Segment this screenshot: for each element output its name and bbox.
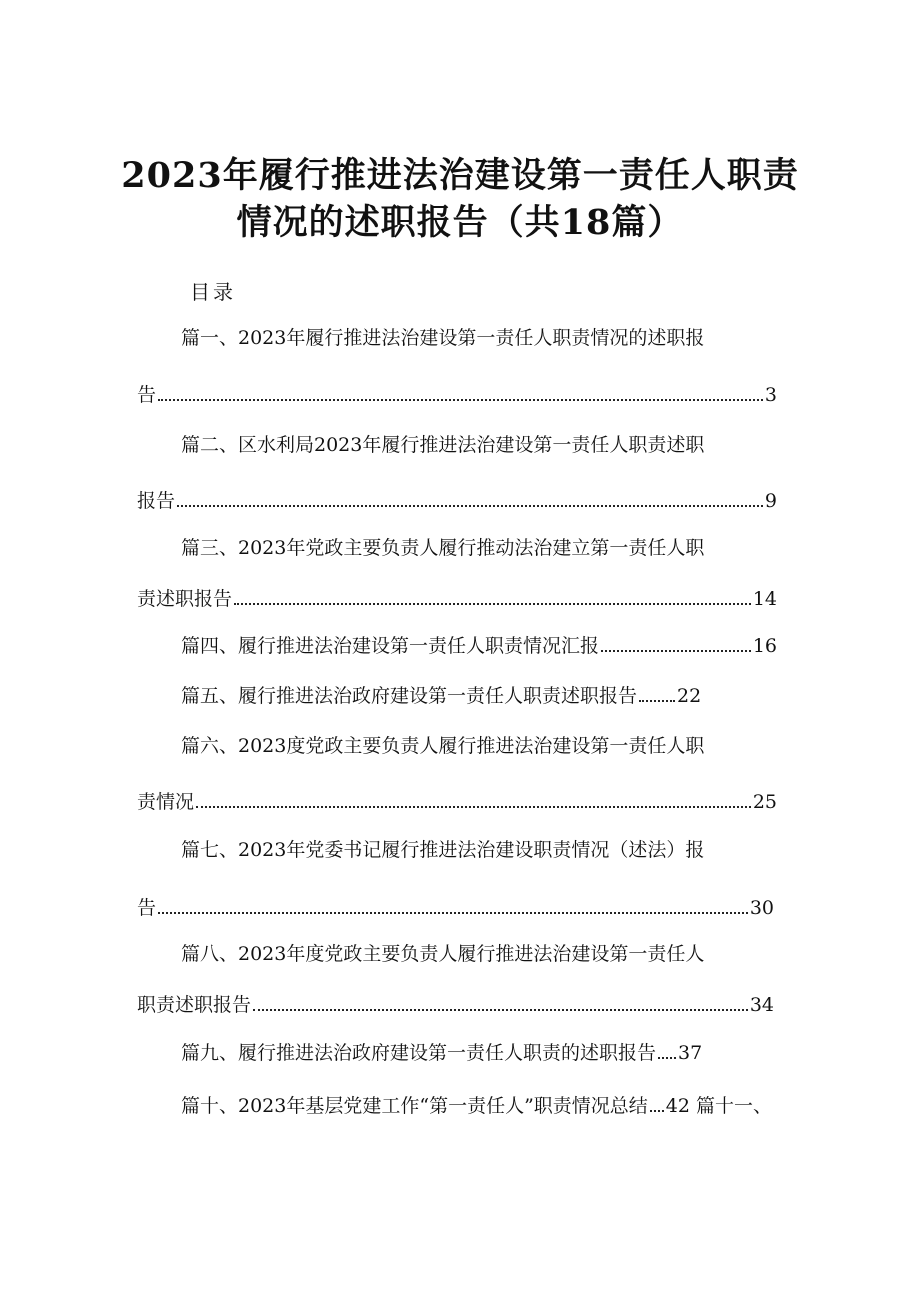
toc-entry-4-title: 篇四、履行推进法治建设第一责任人职责情况汇报 xyxy=(181,635,600,657)
toc-entry-7-page: 30 xyxy=(749,897,774,919)
toc-entry-8-leader-line[interactable] xyxy=(137,996,774,1015)
toc-entry-10[interactable] xyxy=(181,1097,772,1116)
toc-entry-6-cont: 责情况 xyxy=(137,791,195,813)
dot-leader xyxy=(158,399,763,401)
toc-entry-7-title[interactable]: 篇七、2023年党委书记履行推进法治建设职责情况（述法）报 xyxy=(181,839,705,861)
dot-leader xyxy=(650,1110,664,1112)
toc-entry-1-title[interactable]: 篇一、2023年履行推进法治建设第一责任人职责情况的述职报 xyxy=(181,327,705,349)
toc-entry-6-page: 25 xyxy=(752,791,777,813)
toc-entry-8-title[interactable]: 篇八、2023年度党政主要负责人履行推进法治建设第一责任人 xyxy=(181,943,705,965)
toc-entry-5-page: 22 xyxy=(677,685,702,707)
toc-entry-2-page: 9 xyxy=(764,490,777,512)
dot-leader xyxy=(196,806,751,808)
toc-entry-3-page: 14 xyxy=(752,588,777,610)
toc-entry-3-cont: 责述职报告 xyxy=(137,588,233,610)
toc-entry-10-page: 42 xyxy=(665,1095,690,1117)
toc-entry-7-leader-line[interactable] xyxy=(137,899,774,918)
toc-entry-9-page: 37 xyxy=(678,1042,703,1064)
toc-entry-10-title: 篇十、2023年基层党建工作“第一责任人”职责情况总结 xyxy=(181,1095,648,1117)
toc-entry-9-title: 篇九、履行推进法治政府建设第一责任人职责的述职报告 xyxy=(181,1042,657,1064)
toc-entry-9[interactable] xyxy=(181,1044,702,1063)
toc-entry-8-cont: 职责述职报告 xyxy=(137,994,252,1016)
toc-entry-3-leader-line[interactable] xyxy=(137,590,777,609)
toc-entry-7-cont: 告 xyxy=(137,897,157,919)
dot-leader xyxy=(177,505,763,507)
toc-entry-4-page: 16 xyxy=(752,635,777,657)
toc-entry-5-title: 篇五、履行推进法治政府建设第一责任人职责述职报告 xyxy=(181,685,638,707)
toc-entry-3-title[interactable]: 篇三、2023年党政主要负责人履行推动法治建立第一责任人职 xyxy=(181,537,705,559)
toc-entry-1-leader-line[interactable] xyxy=(137,386,777,405)
dot-leader xyxy=(234,603,751,605)
toc-entry-11-title: 篇十一、 xyxy=(695,1095,772,1117)
toc-entry-2-cont: 报告 xyxy=(137,490,176,512)
toc-heading: 目录 xyxy=(190,280,236,304)
toc-entry-4[interactable] xyxy=(181,637,777,656)
dot-leader xyxy=(253,1009,748,1011)
dot-leader xyxy=(639,700,675,702)
title-line-2: 情况的述职报告（共18篇） xyxy=(236,202,684,243)
toc-entry-2-leader-line[interactable] xyxy=(137,492,777,511)
toc-entry-6-leader-line[interactable] xyxy=(137,793,777,812)
dot-leader xyxy=(158,912,748,914)
toc-entry-8-page: 34 xyxy=(749,994,774,1016)
toc-entry-1-cont: 告 xyxy=(137,384,157,406)
dot-leader xyxy=(601,650,751,652)
toc-entry-1-page: 3 xyxy=(764,384,777,406)
toc-entry-6-title[interactable]: 篇六、2023度党政主要负责人履行推进法治建设第一责任人职 xyxy=(181,735,705,757)
toc-entry-2-title[interactable]: 篇二、区水利局2023年履行推进法治建设第一责任人职责述职 xyxy=(181,434,705,456)
title-line-1: 2023年履行推进法治建设第一责任人职责 xyxy=(121,155,799,196)
toc-entry-5[interactable] xyxy=(181,687,701,706)
dot-leader xyxy=(658,1057,676,1059)
